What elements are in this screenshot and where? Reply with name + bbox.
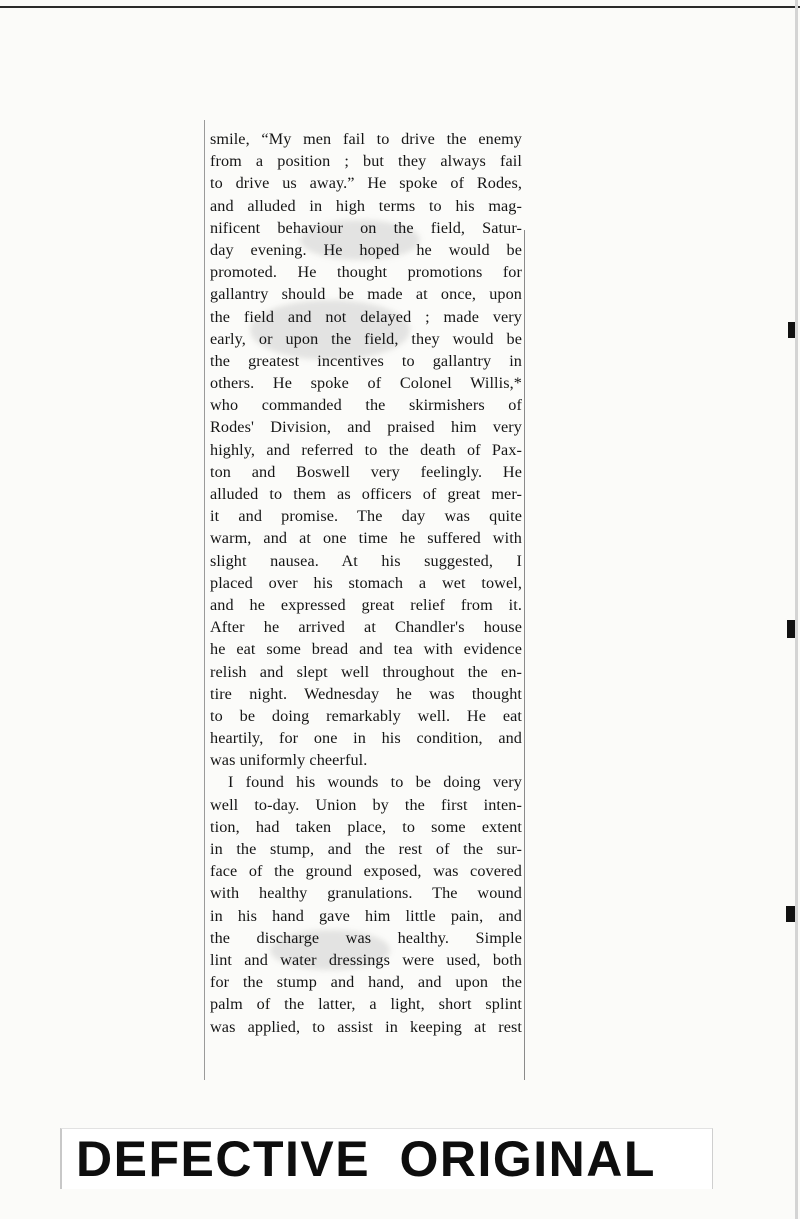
text-line: After he arrived at Chandler's house — [210, 618, 522, 637]
text-line: was uniformly cheerful. — [210, 751, 368, 770]
text-line: the greatest incentives to gallantry in — [210, 351, 522, 370]
defective-original-stamp — [60, 1128, 713, 1189]
text-line: gallantry should be made at once, upon — [210, 285, 522, 304]
text-line: he eat some bread and tea with evidence — [210, 640, 522, 659]
text-line: Rodes' Division, and praised him very — [210, 418, 522, 437]
text-line: alluded to them as officers of great mer- — [210, 485, 522, 503]
text-line: who commanded the skirmishers of — [210, 396, 522, 415]
margin-mark — [787, 620, 795, 638]
text-line: the discharge was healthy. Simple — [210, 928, 522, 947]
text-line: promoted. He thought promotions for — [210, 263, 522, 282]
text-line: tion, had taken place, to some extent — [210, 817, 522, 836]
text-line: in his hand gave him little pain, and — [210, 906, 522, 925]
text-line: day evening. He hoped he would be — [210, 240, 522, 259]
text-line: the field and not delayed ; made very — [210, 307, 522, 326]
margin-mark — [786, 906, 795, 922]
margin-mark — [788, 322, 795, 338]
text-line: in the stump, and the rest of the sur- — [210, 840, 522, 858]
text-line: ton and Boswell very feelingly. He — [210, 462, 522, 481]
text-line: and alluded in high terms to his mag- — [210, 196, 522, 215]
text-line: smile, “My men fail to drive the enemy — [210, 130, 522, 148]
text-line: early, or upon the field, they would be — [210, 329, 522, 348]
text-line: others. He spoke of Colonel Willis,* — [210, 374, 522, 393]
text-line: well to-day. Union by the first inten- — [210, 795, 522, 814]
text-line: palm of the latter, a light, short splint — [210, 995, 522, 1014]
text-line: slight nausea. At his suggested, I — [210, 551, 522, 570]
text-line: face of the ground exposed, was covered — [210, 862, 522, 881]
text-line: it and promise. The day was quite — [210, 507, 522, 526]
text-line: highly, and referred to the death of Pax- — [210, 440, 522, 459]
article-text-column — [200, 128, 528, 1084]
text-line: lint and water dressings were used, both — [210, 950, 522, 969]
text-line: was applied, to assist in keeping at rest — [210, 1017, 522, 1036]
text-line: relish and slept well throughout the en- — [210, 662, 522, 681]
right-scan-edge — [795, 0, 798, 1219]
text-line: from a position ; but they always fail — [210, 152, 522, 171]
text-line: with healthy granulations. The wound — [210, 884, 522, 903]
text-line: tire night. Wednesday he was thought — [210, 684, 522, 703]
text-line: nificent behaviour on the field, Satur- — [210, 218, 522, 237]
stamp-label: DEFECTIVE ORIGINAL — [76, 1131, 656, 1187]
text-line: for the stump and hand, and upon the — [210, 973, 522, 992]
text-line: to drive us away.” He spoke of Rodes, — [210, 174, 522, 193]
text-line: heartily, for one in his condition, and — [210, 729, 522, 748]
text-line: warm, and at one time he suffered with — [210, 529, 522, 548]
text-line: placed over his stomach a wet towel, — [210, 573, 522, 592]
text-line: and he expressed great relief from it. — [210, 595, 522, 614]
text-line: to be doing remarkably well. He eat — [210, 706, 522, 725]
text-line: I found his wounds to be doing very — [228, 773, 522, 792]
top-scan-edge — [0, 6, 800, 8]
